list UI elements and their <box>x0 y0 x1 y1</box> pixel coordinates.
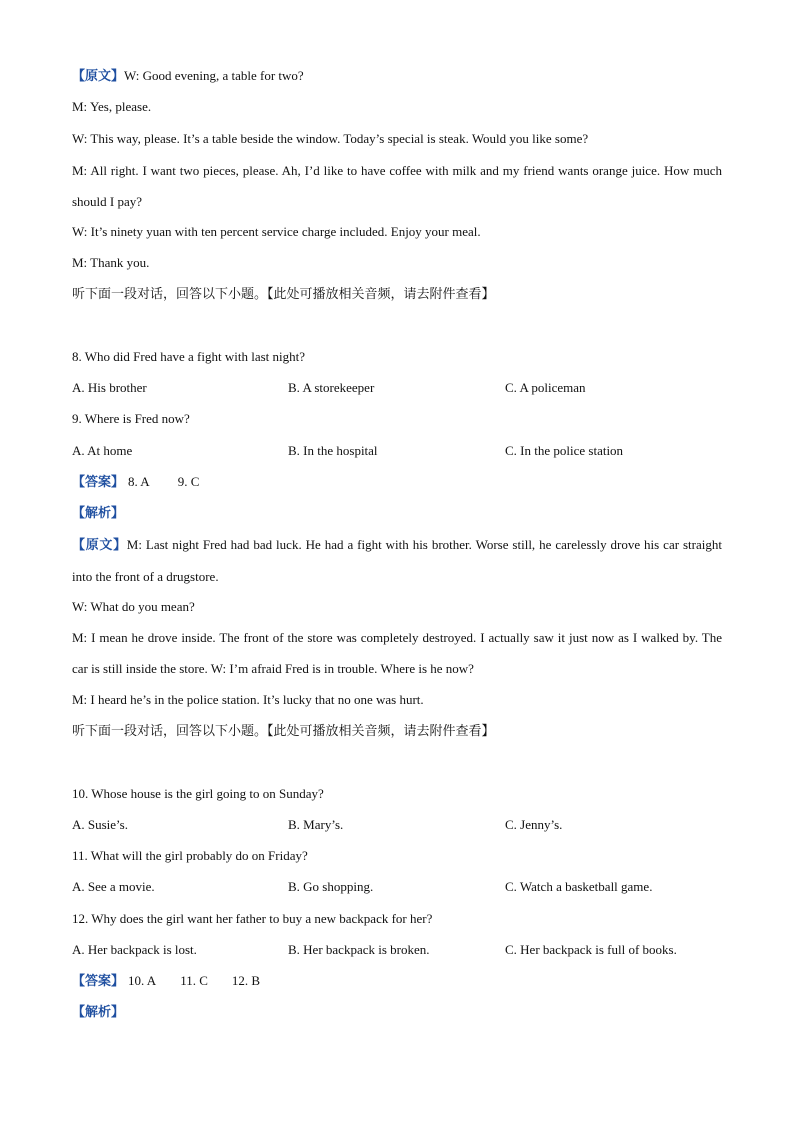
question-9: 9. Where is Fred now? <box>72 411 190 426</box>
original-text-tag: 【原文】 <box>72 69 125 84</box>
option-c: C. Watch a basketball game. <box>505 879 653 894</box>
option-a: A. See a movie. <box>72 879 155 894</box>
transcript-line: M: I heard he’s in the police station. It’s lucky that no one was hurt. <box>72 692 424 707</box>
question-10: 10. Whose house is the girl going to on Sunday? <box>72 786 324 801</box>
analysis-line <box>72 1004 124 1021</box>
option-a: A. Susie’s. <box>72 817 128 832</box>
transcript-line: M: Yes, please. <box>72 99 152 114</box>
transcript-text: M: Last night Fred had bad luck. He had a fight with his brother. Worse still, he carelessly drove his car straight into the front of a drugstore. <box>72 537 722 584</box>
answer-11: 11. C <box>180 973 208 988</box>
transcript-line: W: This way, please. It’s a table beside the window. Today’s special is steak. Would you like some? <box>72 131 589 146</box>
question-12-options <box>72 942 724 958</box>
option-b: B. Her backpack is broken. <box>288 942 430 957</box>
option-b: B. A storekeeper <box>288 380 375 395</box>
answer-tag: 【答案】 <box>72 475 125 490</box>
answer-8: 8. A <box>128 474 150 489</box>
transcript-line: W: It’s ninety yuan with ten percent service charge included. Enjoy your meal. <box>72 224 481 239</box>
transcript-text: W: Good evening, a table for two? <box>124 68 304 83</box>
analysis-tag: 【解析】 <box>72 1005 125 1020</box>
original-text-tag: 【原文】 <box>72 538 127 553</box>
option-c: C. Her backpack is full of books. <box>505 942 677 957</box>
option-c: C. A policeman <box>505 380 586 395</box>
answer-line <box>72 973 260 990</box>
transcript-line: M: All right. I want two pieces, please. Ah, I’d like to have coffee with milk and my friend wants orange juice. How much should I pay? <box>72 163 722 209</box>
answer-9: 9. C <box>177 474 200 489</box>
analysis-line <box>72 505 124 522</box>
answer-line <box>72 474 199 491</box>
option-b: B. Go shopping. <box>288 879 374 894</box>
question-8: 8. Who did Fred have a fight with last night? <box>72 349 305 364</box>
option-b: B. In the hospital <box>288 443 378 458</box>
option-c: C. In the police station <box>505 443 624 458</box>
question-8-options <box>72 380 724 396</box>
transcript-line <box>72 529 722 592</box>
question-9-options <box>72 443 724 459</box>
analysis-tag: 【解析】 <box>72 506 125 521</box>
transcript-line: W: What do you mean? <box>72 599 195 614</box>
question-10-options <box>72 817 724 833</box>
transcript-line: M: Thank you. <box>72 255 150 270</box>
listening-instruction: 听下面一段对话，回答以下小题。【此处可播放相关音频，请去附件查看】 <box>72 287 495 302</box>
answer-10: 10. A <box>128 973 157 988</box>
transcript-line <box>72 68 304 85</box>
option-b: B. Mary’s. <box>288 817 344 832</box>
question-11-options <box>72 879 724 895</box>
question-11: 11. What will the girl probably do on Friday? <box>72 848 308 863</box>
option-a: A. At home <box>72 443 133 458</box>
option-a: A. His brother <box>72 380 147 395</box>
option-c: C. Jenny’s. <box>505 817 563 832</box>
transcript-line: M: I mean he drove inside. The front of the store was completely destroyed. I actually saw it just now as I walked by. The car is still inside the store. W: I’m afraid Fred is in trouble. Where is he now? <box>72 630 722 676</box>
answer-tag: 【答案】 <box>72 974 125 989</box>
question-12: 12. Why does the girl want her father to buy a new backpack for her? <box>72 911 433 926</box>
option-a: A. Her backpack is lost. <box>72 942 197 957</box>
answer-12: 12. B <box>231 973 261 988</box>
listening-instruction: 听下面一段对话，回答以下小题。【此处可播放相关音频，请去附件查看】 <box>72 724 495 739</box>
